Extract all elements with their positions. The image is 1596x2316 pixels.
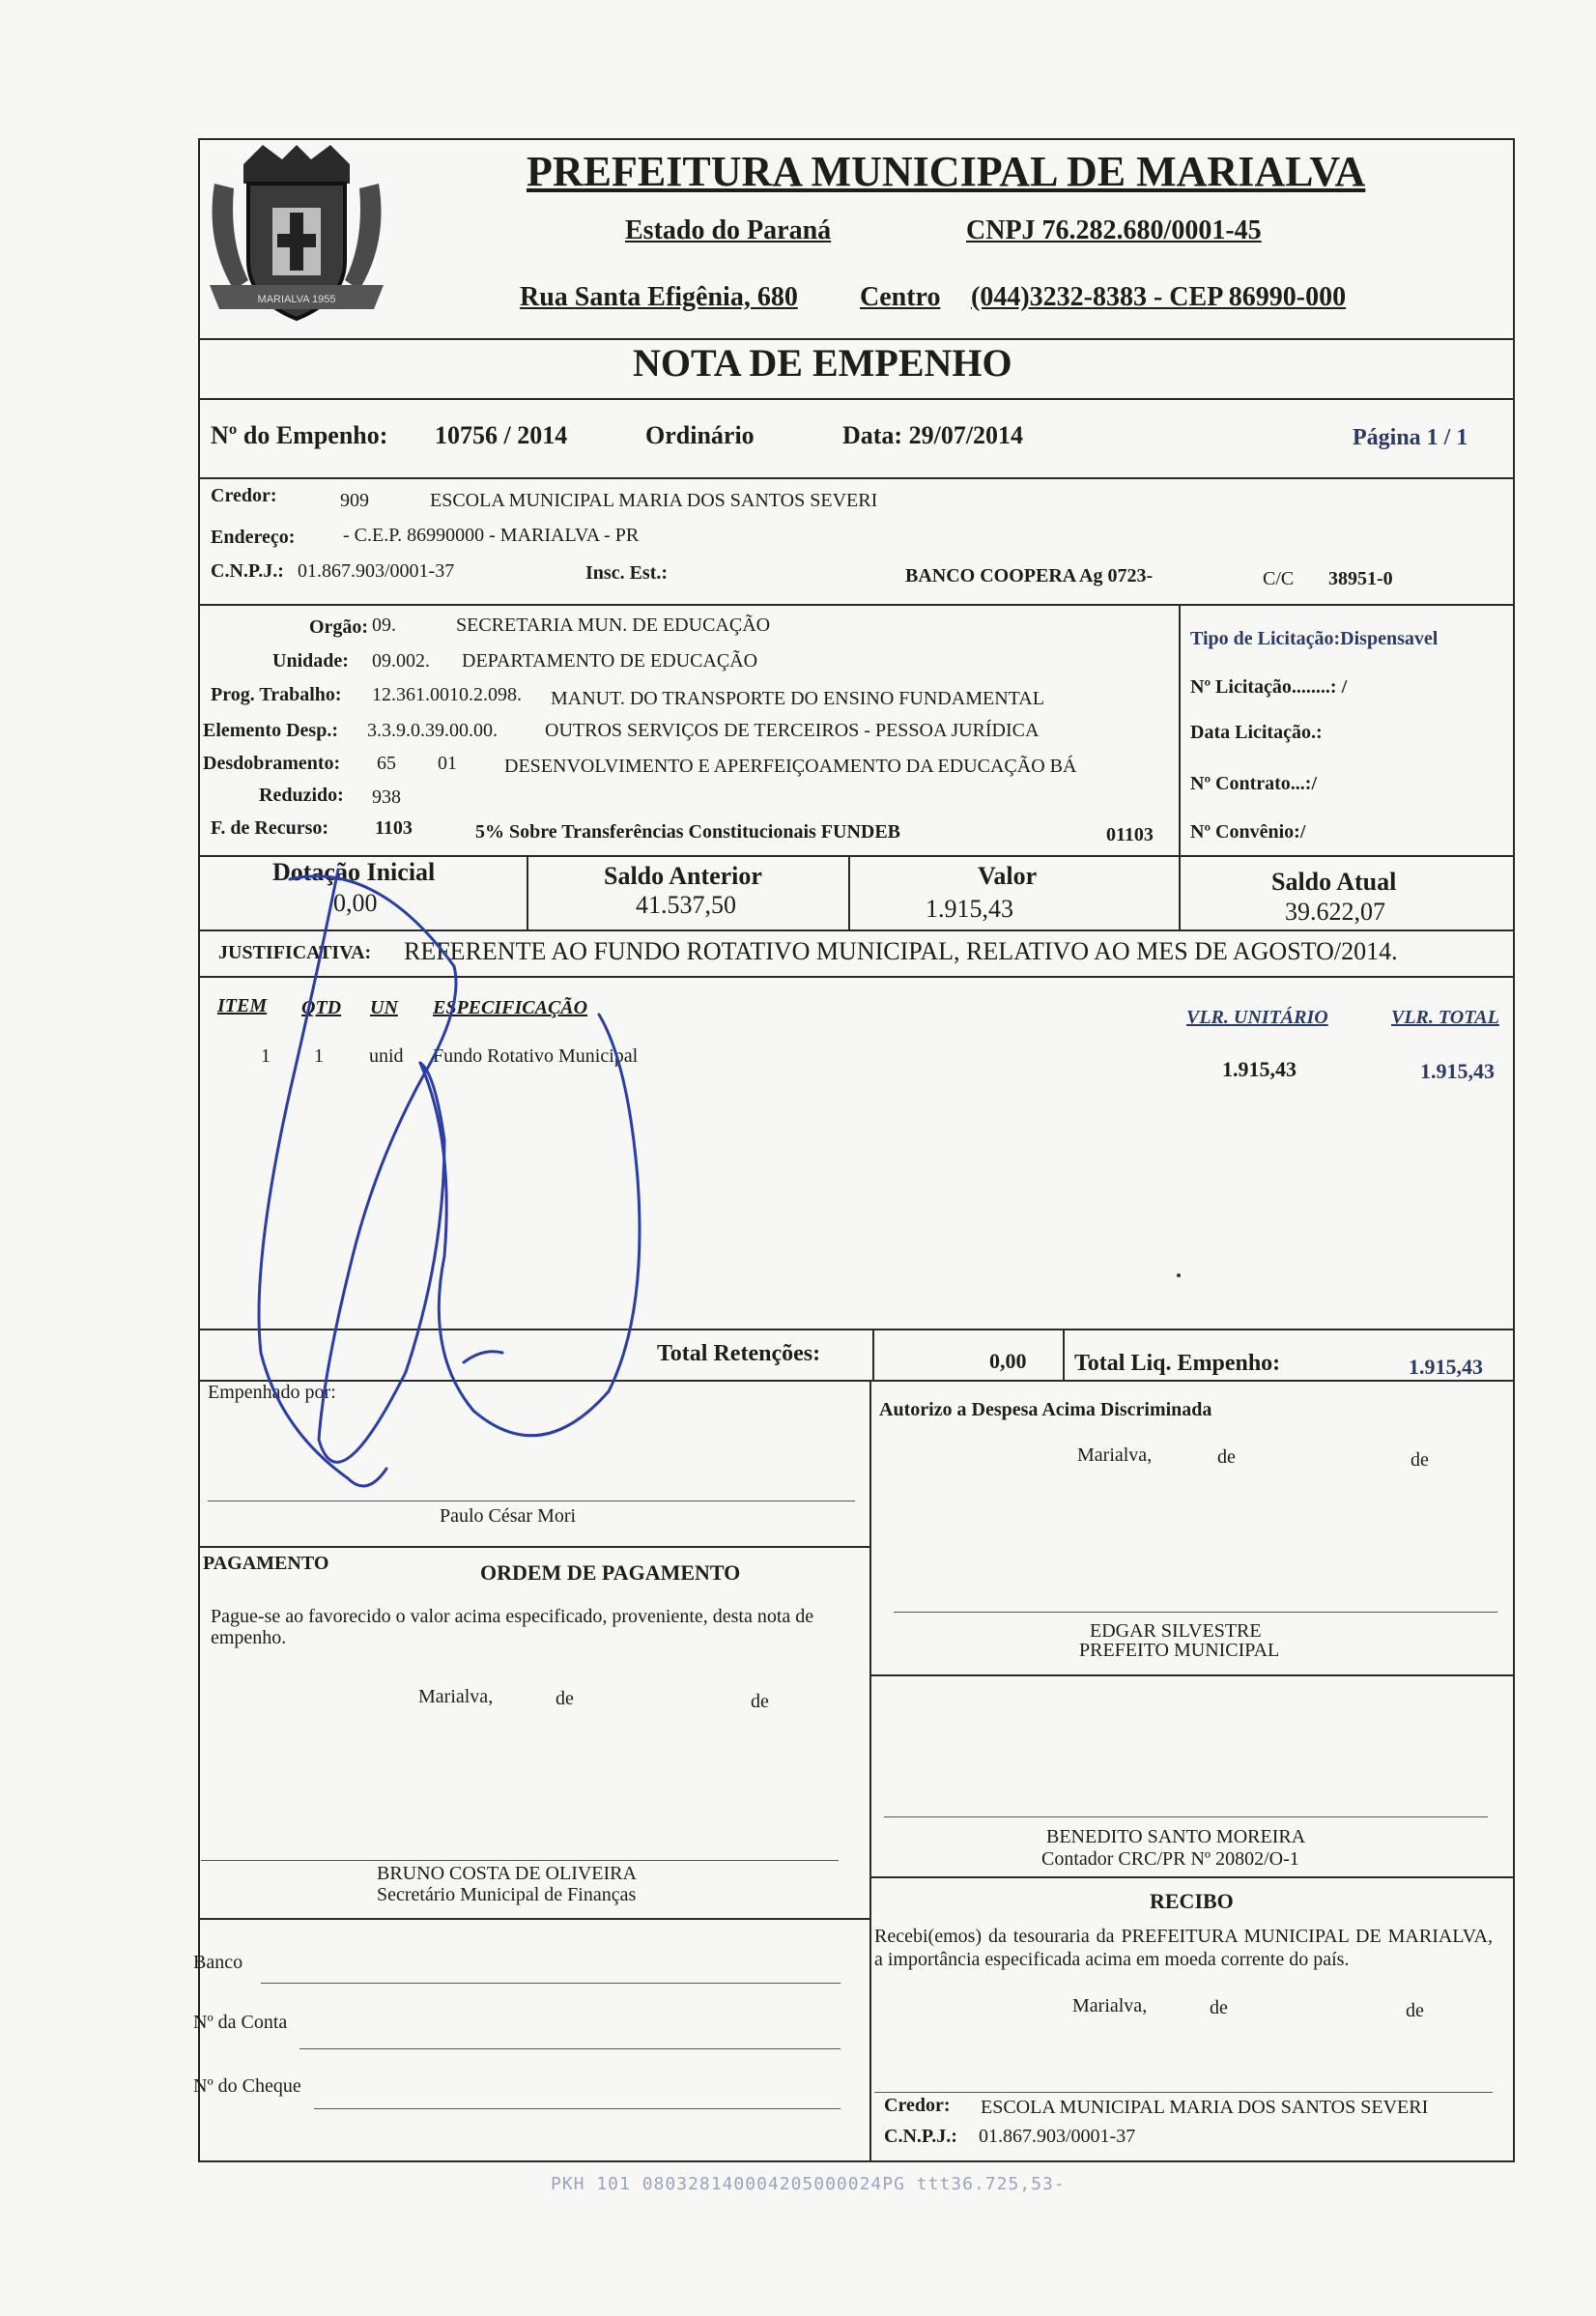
item-un: unid xyxy=(369,1045,404,1067)
header-state: Estado do Paraná xyxy=(625,215,832,245)
column-divider xyxy=(1179,855,1181,929)
dotacao-label: Dotação Inicial xyxy=(272,858,436,886)
autorizo-label: Autorizo a Despesa Acima Discriminada xyxy=(879,1399,1212,1420)
column-divider xyxy=(872,1329,874,1382)
banco-line xyxy=(261,1983,841,1984)
header-address: Rua Santa Efigênia, 680 xyxy=(520,282,798,312)
desdobramento-a: 65 xyxy=(377,753,396,774)
recibo-city: Marialva, xyxy=(1072,1995,1148,2016)
endereco: - C.E.P. 86990000 - MARIALVA - PR xyxy=(343,525,640,546)
header-district: Centro xyxy=(860,282,941,312)
cnpj-label: C.N.P.J.: xyxy=(211,560,284,582)
recibo-text: Recebi(emos) da tesouraria da PREFEITURA MUNICIPAL DE MARIALVA, a importância especificada acima em moeda corrente do país. xyxy=(874,1926,1493,1970)
col-valor-total: VLR. TOTAL xyxy=(1391,1007,1499,1028)
unidade-label: Unidade: xyxy=(272,650,349,672)
recibo-de-2: de xyxy=(1406,2000,1424,2021)
recurso-code-2: 01103 xyxy=(1106,824,1154,845)
divider xyxy=(198,1546,871,1548)
footer-credor-label: Credor: xyxy=(884,2095,951,2116)
signature-line xyxy=(201,1860,839,1861)
column-divider xyxy=(1179,604,1181,857)
contador-role: Contador CRC/PR Nº 20802/O-1 xyxy=(1041,1848,1299,1870)
empenho-type: Ordinário xyxy=(645,421,755,449)
recibo-de-1: de xyxy=(1210,1997,1228,2018)
banco-label: Banco xyxy=(193,1952,243,1973)
cc-label: C/C xyxy=(1263,568,1295,589)
page-number: Página 1 / 1 xyxy=(1353,425,1468,450)
pagamento-city: Marialva, xyxy=(418,1686,494,1707)
cheque-line xyxy=(314,2108,841,2109)
saldo-anterior-label: Saldo Anterior xyxy=(604,862,762,890)
header-title: PREFEITURA MUNICIPAL DE MARIALVA xyxy=(527,148,1366,195)
retencoes-value: 0,00 xyxy=(989,1349,1027,1373)
signature-line xyxy=(874,2092,1493,2093)
item-unit-value: 1.915,43 xyxy=(1222,1057,1297,1081)
valor-label: Valor xyxy=(978,862,1038,890)
header-cnpj: CNPJ 76.282.680/0001-45 xyxy=(966,215,1262,245)
col-qtd: QTD xyxy=(301,997,342,1018)
recurso-label: F. de Recurso: xyxy=(211,817,329,839)
justificativa-text: REFERENTE AO FUNDO ROTATIVO MUNICIPAL, RELATIVO AO MES DE AGOSTO/2014. xyxy=(404,937,1398,965)
col-especificacao: ESPECIFICAÇÃO xyxy=(433,997,588,1018)
valor-value: 1.915,43 xyxy=(926,895,1013,923)
empenho-number-label: Nº do Empenho: xyxy=(211,421,388,449)
saldo-atual-value: 39.622,07 xyxy=(1285,898,1385,926)
doc-title: NOTA DE EMPENHO xyxy=(633,341,1012,385)
col-un: UN xyxy=(370,997,398,1018)
desdobramento-name: DESENVOLVIMENTO E APERFEIÇOAMENTO DA EDUCAÇÃO BÁ xyxy=(504,756,1077,777)
desdobramento-label: Desdobramento: xyxy=(203,753,341,774)
empenhado-por-name: Paulo César Mori xyxy=(440,1505,577,1527)
header-phone-cep: (044)3232-8383 - CEP 86990-000 xyxy=(971,282,1347,312)
divider xyxy=(869,1674,1515,1676)
footer-credor-name: ESCOLA MUNICIPAL MARIA DOS SANTOS SEVERI xyxy=(981,2097,1429,2118)
orgao-name: SECRETARIA MUN. DE EDUCAÇÃO xyxy=(456,615,771,636)
desdobramento-b: 01 xyxy=(438,753,457,774)
data-licitacao: Data Licitação.: xyxy=(1190,722,1323,743)
divider xyxy=(198,1918,871,1920)
item-qtd: 1 xyxy=(314,1045,324,1067)
orgao-code: 09. xyxy=(372,615,396,636)
secretario-role: Secretário Municipal de Finanças xyxy=(377,1884,637,1905)
prefeito-name: EDGAR SILVESTRE xyxy=(1090,1620,1262,1642)
column-divider xyxy=(1063,1329,1065,1382)
ink-dot xyxy=(1177,1273,1181,1277)
handwritten-signature xyxy=(232,850,657,1517)
conta-line xyxy=(299,2048,841,2049)
liquido-value: 1.915,43 xyxy=(1409,1355,1483,1379)
empenhado-por-label: Empenhado por: xyxy=(208,1382,336,1403)
elemento-label: Elemento Desp.: xyxy=(203,720,338,741)
ordem-pagamento-label: ORDEM DE PAGAMENTO xyxy=(480,1560,741,1585)
prog-name: MANUT. DO TRANSPORTE DO ENSINO FUNDAMENTAL xyxy=(551,688,1044,709)
numero-convenio: Nº Convênio:/ xyxy=(1190,821,1306,843)
credor-name: ESCOLA MUNICIPAL MARIA DOS SANTOS SEVERI xyxy=(430,490,878,511)
svg-text:MARIALVA 1955: MARIALVA 1955 xyxy=(257,294,336,305)
recurso-name: 5% Sobre Transferências Constitucionais FUNDEB xyxy=(475,821,901,843)
prog-code: 12.361.0010.2.098. xyxy=(372,684,522,705)
signature-line xyxy=(894,1612,1497,1613)
empenho-date: Data: 29/07/2014 xyxy=(842,421,1024,449)
item-total-value: 1.915,43 xyxy=(1420,1059,1495,1083)
item-spec: Fundo Rotativo Municipal xyxy=(433,1045,639,1067)
liquido-label: Total Liq. Empenho: xyxy=(1074,1351,1281,1376)
unidade-name: DEPARTAMENTO DE EDUCAÇÃO xyxy=(462,650,758,672)
insc-est-label: Insc. Est.: xyxy=(585,562,669,584)
bank-stamp: PKH 101 080328140004205000024PG ttt36.725,53- xyxy=(551,2174,1066,2194)
divider xyxy=(198,604,1515,606)
footer-cnpj-value: 01.867.903/0001-37 xyxy=(979,2126,1136,2147)
pagamento-de-2: de xyxy=(751,1691,769,1712)
elemento-name: OUTROS SERVIÇOS DE TERCEIROS - PESSOA JURÍDICA xyxy=(545,720,1040,741)
prefeito-role: PREFEITO MUNICIPAL xyxy=(1079,1640,1280,1661)
bank-info: BANCO COOPERA Ag 0723- xyxy=(905,565,1154,586)
autorizo-de-2: de xyxy=(1411,1449,1429,1471)
column-divider xyxy=(869,1380,871,2162)
credor-code: 909 xyxy=(340,490,369,511)
column-divider xyxy=(848,855,850,929)
divider xyxy=(869,1876,1515,1878)
footer-cnpj-label: C.N.P.J.: xyxy=(884,2126,957,2147)
autorizo-de-1: de xyxy=(1217,1446,1236,1468)
pagamento-label: PAGAMENTO xyxy=(203,1553,329,1574)
recibo-title: RECIBO xyxy=(1150,1889,1234,1913)
tipo-licitacao: Tipo de Licitação:Dispensavel xyxy=(1190,628,1439,649)
justificativa-label: JUSTIFICATIVA: xyxy=(218,942,372,963)
reduzido-value: 938 xyxy=(372,786,401,808)
pague-se-text: Pague-se ao favorecido o valor acima especificado, proveniente, desta nota de empenho. xyxy=(211,1606,814,1648)
credor-label: Credor: xyxy=(211,485,277,506)
retencoes-label: Total Retenções: xyxy=(657,1341,821,1366)
elemento-code: 3.3.9.0.39.00.00. xyxy=(367,720,498,741)
saldo-anterior-value: 41.537,50 xyxy=(636,891,736,919)
contador-name: BENEDITO SANTO MOREIRA xyxy=(1046,1826,1306,1847)
reduzido-label: Reduzido: xyxy=(259,785,344,806)
divider xyxy=(198,477,1515,479)
empenho-number: 10756 / 2014 xyxy=(435,421,568,449)
cheque-label: Nº do Cheque xyxy=(193,2075,301,2097)
col-item: ITEM xyxy=(217,995,268,1016)
unidade-code: 09.002. xyxy=(372,650,430,672)
item-number: 1 xyxy=(261,1045,271,1067)
autorizo-city: Marialva, xyxy=(1077,1444,1153,1466)
coat-of-arms-logo xyxy=(205,145,388,333)
divider xyxy=(198,398,1515,400)
col-valor-unitario: VLR. UNITÁRIO xyxy=(1186,1007,1328,1028)
orgao-label: Orgão: xyxy=(309,616,369,638)
secretario-name: BRUNO COSTA DE OLIVEIRA xyxy=(377,1863,637,1884)
saldo-atual-label: Saldo Atual xyxy=(1271,868,1397,896)
conta-label: Nº da Conta xyxy=(193,2012,288,2033)
numero-contrato: Nº Contrato...:/ xyxy=(1190,773,1318,794)
prog-label: Prog. Trabalho: xyxy=(211,684,342,705)
dotacao-value: 0,00 xyxy=(333,889,378,917)
recurso-code: 1103 xyxy=(375,817,413,839)
numero-licitacao: Nº Licitação........: / xyxy=(1190,676,1348,698)
cnpj-value: 01.867.903/0001-37 xyxy=(298,560,455,582)
endereco-label: Endereço: xyxy=(211,527,296,548)
cc-value: 38951-0 xyxy=(1328,568,1393,589)
signature-line xyxy=(884,1816,1488,1817)
pagamento-de-1: de xyxy=(556,1688,574,1709)
